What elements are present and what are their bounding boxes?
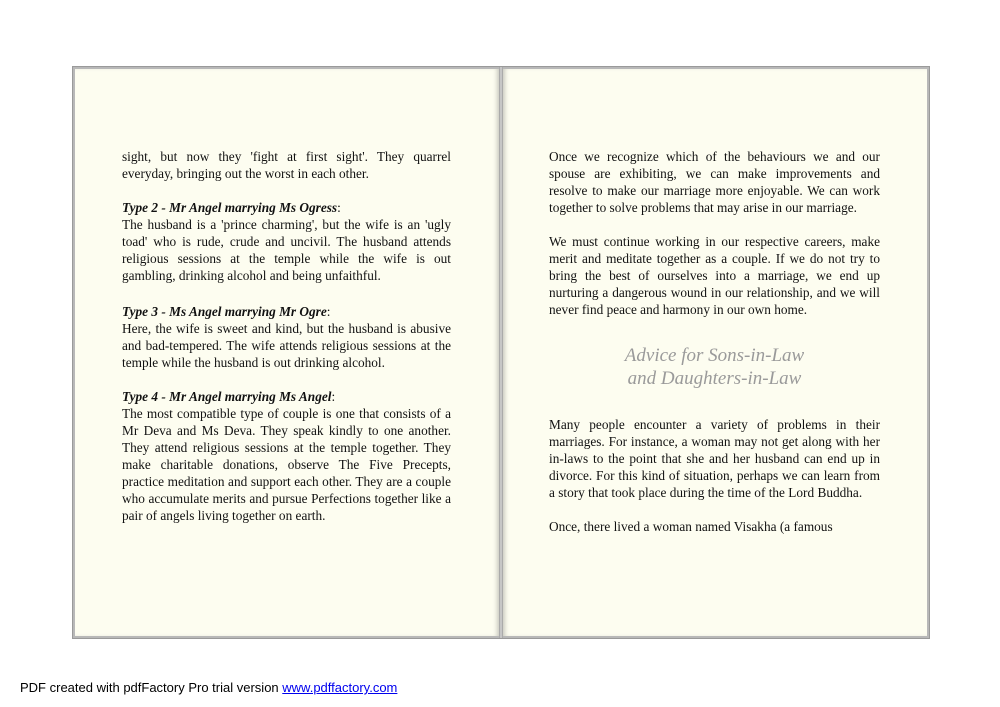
section-heading-line1: Advice for Sons-in-Law (624, 345, 805, 366)
type3-heading: Type 3 - Ms Angel marrying Mr Ogre (122, 304, 327, 319)
type4-colon: : (331, 389, 336, 404)
pdffactory-link[interactable]: www.pdffactory.com (282, 680, 398, 695)
recognize-paragraph: Once we recognize which of the behaviours we and our spouse are exhibiting, we can make improvements and resolve to make our marriage more enjoyable. We can work together to solve problems that may arise in our marriage. (549, 149, 880, 215)
type3-heading-line (122, 303, 451, 320)
type2-colon: : (337, 200, 341, 215)
type4-heading-line (122, 388, 451, 405)
type2-heading: Type 2 - Mr Angel marrying Ms Ogress (122, 200, 338, 215)
type3-colon: : (326, 304, 331, 319)
type2-heading-line (122, 199, 451, 216)
type4-paragraph: The most compatible type of couple is one that consists of a Mr Deva and Ms Deva. They speak kindly to one another. They attend religious sessions at the temple together. They make charitable donations, observe The Five Precepts, practice meditation and support each other. They are a couple who accumulate merits and pursue Perfections together like a pair of angels living together on earth. (122, 406, 451, 523)
visakha-paragraph: Once, there lived a woman named Visakha (a famous (549, 519, 833, 534)
careers-paragraph: We must continue working in our respective careers, make merit and meditate together as a couple. If we do not try to bring the best of ourselves into a marriage, we end up nurturing a dangerous wound in our relationship, and we will never find peace and harmony in our own home. (549, 234, 880, 317)
open-book (73, 67, 929, 638)
section-heading (549, 344, 880, 390)
intro-paragraph: sight, but now they 'fight at first sight'. They quarrel everyday, bringing out the worst in each other. (122, 149, 451, 181)
footer-text: PDF created with pdfFactory Pro trial version (20, 680, 283, 695)
type2-paragraph: The husband is a 'prince charming', but the wife is an 'ugly toad' who is rude, crude and uncivil. The husband attends religious sessions at the temple while the wife is out gambling, drinking alcohol and being unfaithful. (122, 217, 451, 283)
pdf-footer (20, 680, 397, 695)
type3-paragraph: Here, the wife is sweet and kind, but the husband is abusive and bad-tempered. The wife attends religious sessions at the temple while the husband is out drinking alcohol. (122, 321, 451, 370)
type4-heading: Type 4 - Mr Angel marrying Ms Angel (122, 389, 332, 404)
section-heading-line2: and Daughters-in-Law (627, 368, 802, 389)
left-page (75, 69, 499, 636)
in-laws-paragraph: Many people encounter a variety of problems in their marriages. For instance, a woman may not get along with her in-laws to the point that she and her husband can end up in divorce. For this kind of situation, perhaps we can learn from a story that took place during the time of the Lord Buddha. (549, 417, 880, 500)
right-page (503, 69, 927, 636)
